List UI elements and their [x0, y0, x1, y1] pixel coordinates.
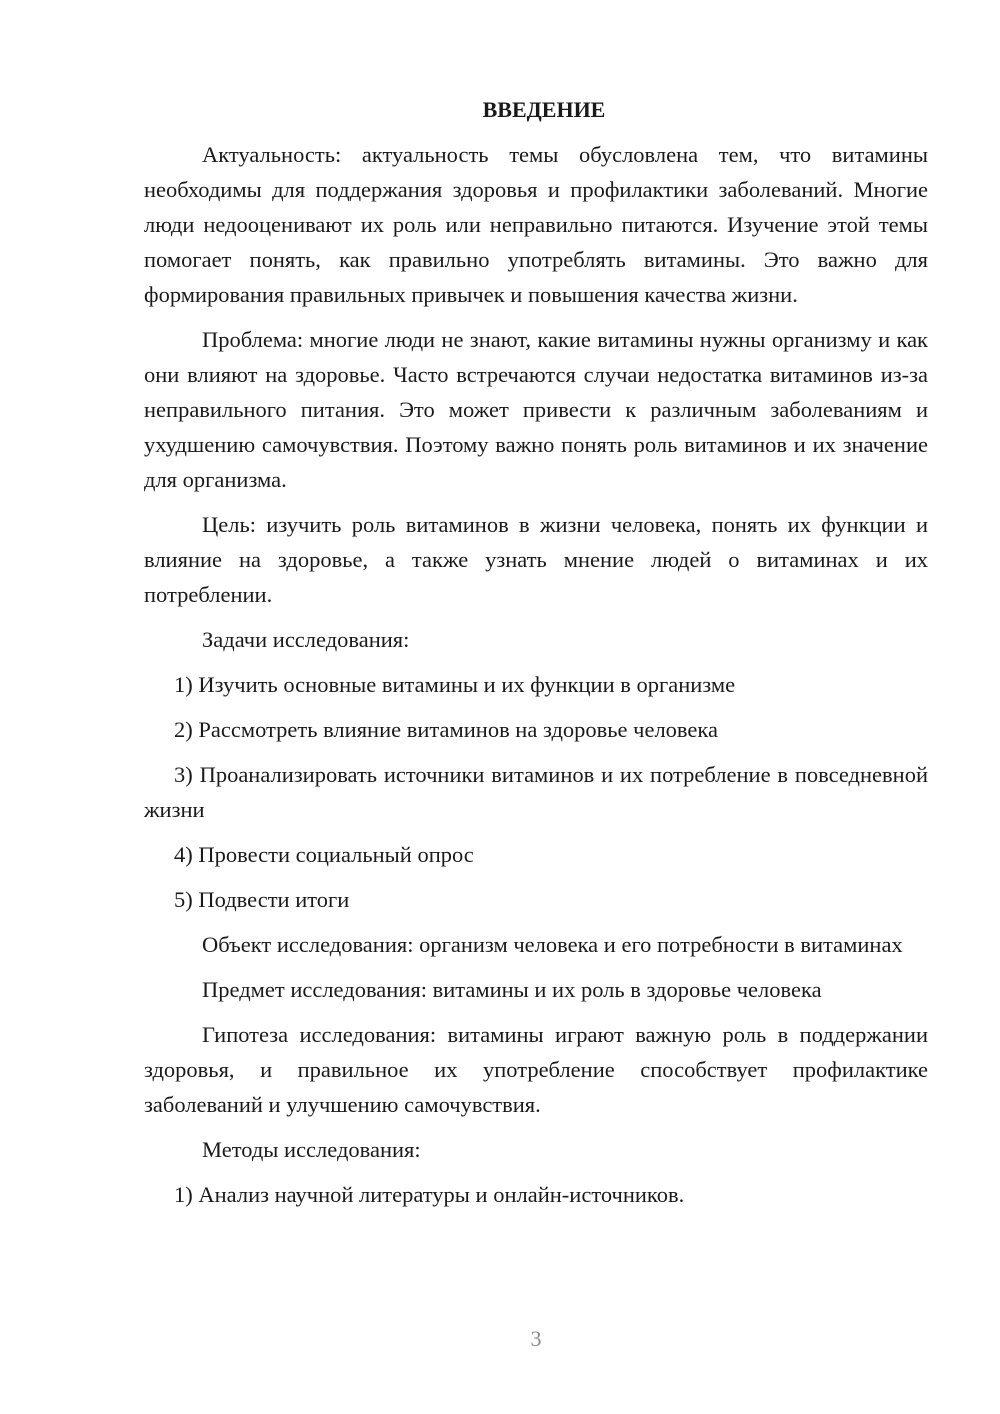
task-item-4: 4) Провести социальный опрос — [174, 842, 474, 867]
document-page — [144, 92, 928, 1222]
task-item-2: 2) Рассмотреть влияние витаминов на здоровье человека — [174, 717, 718, 742]
task-item-1: 1) Изучить основные витамины и их функции в организме — [174, 672, 736, 697]
tasks-heading: Задачи исследования: — [202, 627, 410, 652]
paragraph-relevance: Актуальность: актуальность темы обусловлена тем, что витамины необходимы для поддержания здоровья и профилактики заболеваний. Многие люди недооценивают их роль или неправильно питаются. Изучение этой темы помогает понять, как правильно употреблять витамины. Это важно для формирования правильных привычек и повышения качества жизни. — [144, 142, 928, 307]
paragraph-subject: Предмет исследования: витамины и их роль в здоровье человека — [202, 977, 822, 1002]
paragraph-goal: Цель: изучить роль витаминов в жизни человека, понять их функции и влияние на здоровье, а также узнать мнение людей о витаминах и их потреблении. — [144, 512, 928, 607]
paragraph-problem: Проблема: многие люди не знают, какие витамины нужны организму и как они влияют на здоровье. Часто встречаются случаи недостатка витаминов из-за неправильного питания. Это может привести к различным заболеваниям и ухудшению самочувствия. Поэтому важно понять роль витаминов и их значение для организма. — [144, 327, 928, 492]
page-number: 3 — [530, 1326, 542, 1351]
task-item-3: 3) Проанализировать источники витаминов и их потребление в повседневной жизни — [144, 762, 928, 822]
methods-heading: Методы исследования: — [202, 1137, 421, 1162]
paragraph-hypothesis: Гипотеза исследования: витамины играют важную роль в поддержании здоровья, и правильное их употребление способствует профилактике заболеваний и улучшению самочувствия. — [144, 1022, 928, 1117]
paragraph-object: Объект исследования: организм человека и его потребности в витаминах — [202, 932, 903, 957]
task-item-5: 5) Подвести итоги — [174, 887, 350, 912]
section-title: ВВЕДЕНИЕ — [482, 97, 606, 122]
method-item-1: 1) Анализ научной литературы и онлайн-источников. — [174, 1182, 685, 1207]
